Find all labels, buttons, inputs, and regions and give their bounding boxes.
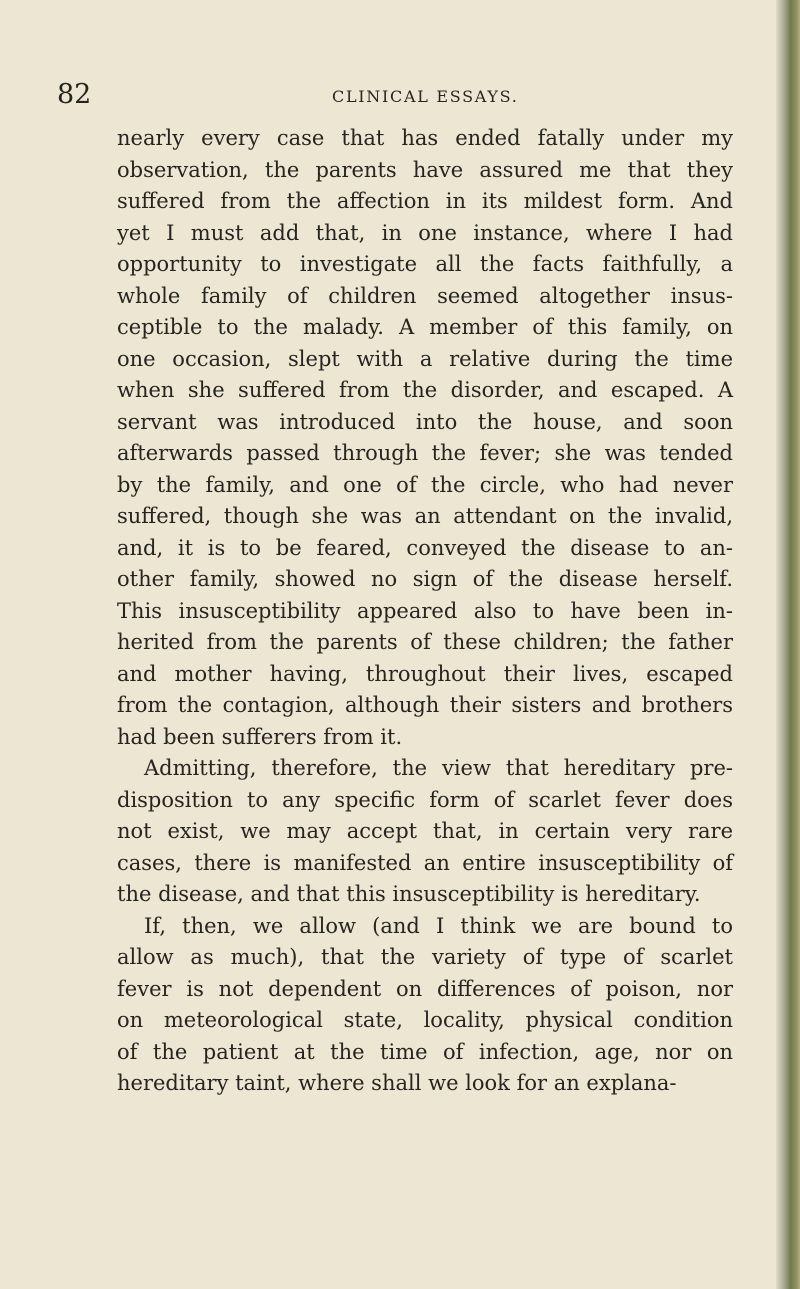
text-line: yet I must add that, in one instance, where I had [117,220,733,245]
page-number: 82 [57,79,92,110]
text-line: ceptible to the malady. A member of this family, on [117,315,733,339]
text-line: cases, there is manifested an entire insusceptibility of [117,850,733,875]
text-line: one occasion, slept with a relative during the time [117,346,733,371]
text-line: other family, showed no sign of the disease herself. [117,567,733,591]
text-line: nearly every case that has ended fatally under my [117,126,733,150]
text-line: by the family, and one of the circle, who had never [117,472,733,497]
text-line: hereditary taint, where shall we look for an explana- [117,1071,677,1095]
text-line: not exist, we may accept that, in certain very rare [117,819,733,843]
paragraph [117,123,733,753]
page-header [0,75,780,115]
text-line: had been sufferers from it. [117,724,403,749]
text-line: Admitting, therefore, the view that hereditary pre- [144,756,733,780]
text-line: suffered, though she was an attendant on the invalid, [117,504,733,528]
paragraph [117,753,733,911]
text-line: when she suffered from the disorder, and escaped. A [117,378,733,402]
text-line: and, it is to be feared, conveyed the disease to an- [117,535,733,560]
text-line: suffered from the affection in its mildest form. And [117,189,733,213]
text-line: If, then, we allow (and I think we are bound to [144,913,733,938]
text-line: of the patient at the time of infection, age, nor on [117,1039,733,1064]
text-line: from the contagion, although their sisters and brothers [117,693,733,717]
page-edge-shadow [776,0,800,1289]
text-line: observation, the parents have assured me that they [117,157,733,182]
text-line: whole family of children seemed altogether insus- [117,283,733,308]
text-line: herited from the parents of these children; the father [117,630,733,654]
text-line: and mother having, throughout their lives, escaped [117,661,733,686]
text-line: the disease, and that this insusceptibility is hereditary. [117,882,701,906]
text-line: fever is not dependent on differences of poison, nor [117,976,733,1001]
paragraph [117,911,733,1100]
running-head: CLINICAL ESSAYS. [332,87,519,106]
text-line: afterwards passed through the fever; she was tended [117,441,733,465]
text-line: opportunity to investigate all the facts faithfully, a [117,252,733,276]
text-line: This insusceptibility appeared also to have been in- [117,598,733,623]
text-line: servant was introduced into the house, and soon [117,409,733,434]
body-text [117,123,733,1100]
text-line: allow as much), that the variety of type of scarlet [117,945,733,969]
text-line: disposition to any specific form of scarlet fever does [117,787,733,812]
text-line: on meteorological state, locality, physical condition [117,1008,733,1032]
